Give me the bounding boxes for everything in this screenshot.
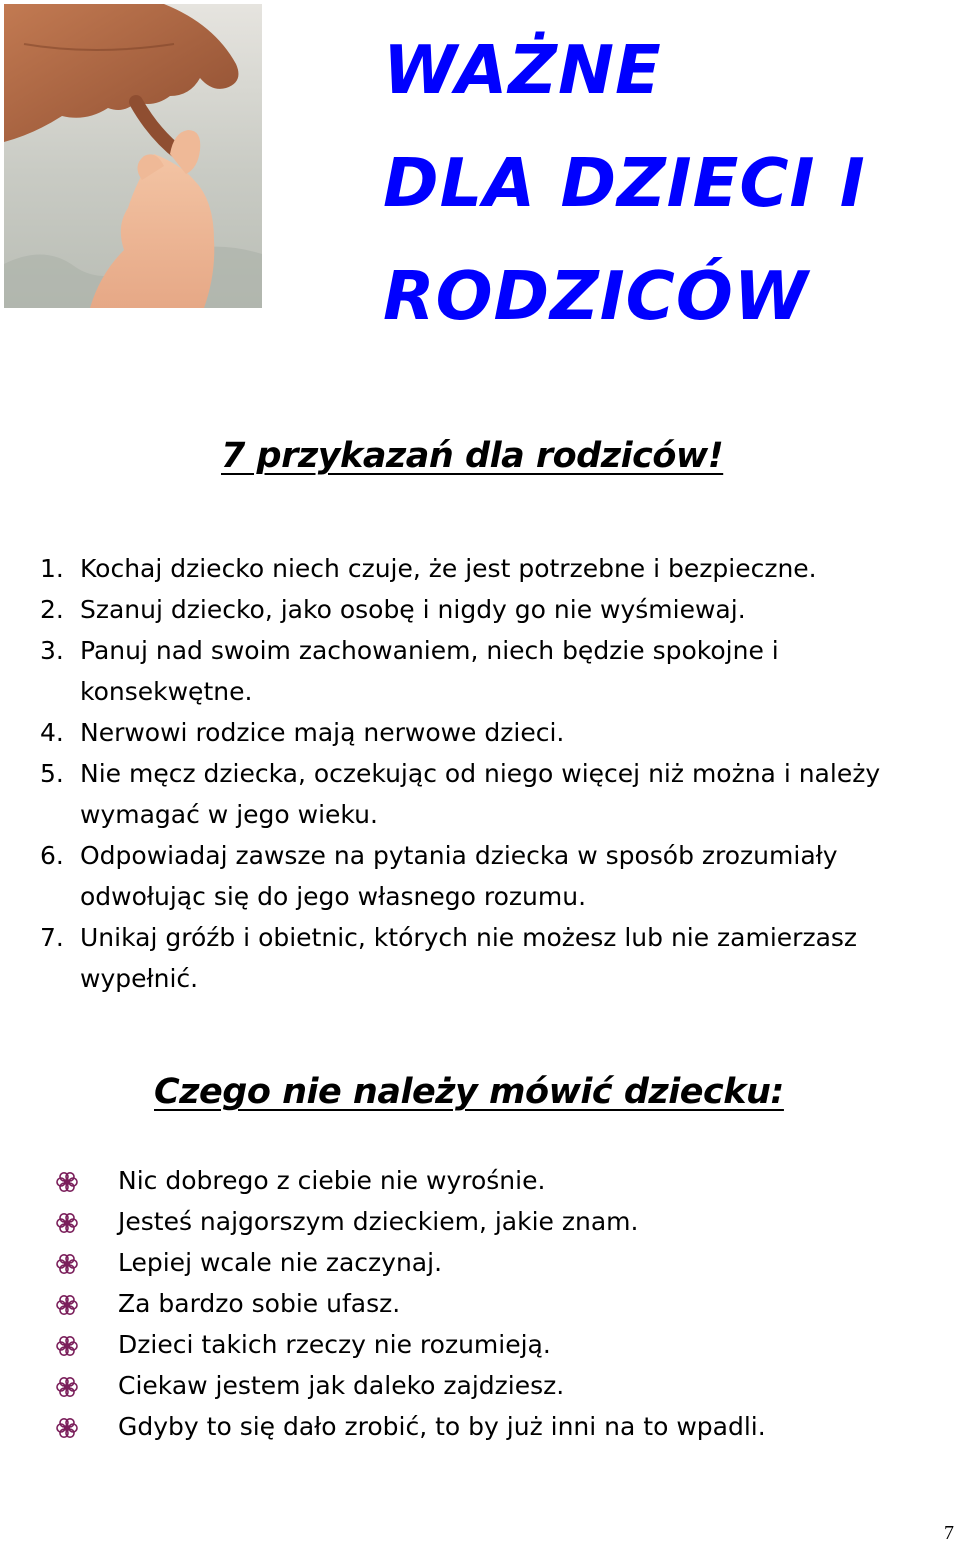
list-item <box>56 1283 956 1324</box>
list-item <box>56 1201 956 1242</box>
commandment-item <box>40 712 952 753</box>
hands-photo-icon <box>4 4 262 308</box>
item-text: Nic dobrego z ciebie nie wyrośnie. <box>118 1166 546 1195</box>
item-number: 6. <box>40 841 64 870</box>
flower-bullet-icon <box>56 1253 78 1275</box>
flower-bullet-icon <box>56 1294 78 1316</box>
main-title-line-3: RODZICÓW <box>383 257 809 335</box>
commandment-item <box>40 835 952 917</box>
dont-say-list <box>56 1160 956 1447</box>
item-text: Lepiej wcale nie zaczynaj. <box>118 1248 443 1277</box>
page-number: 7 <box>944 1522 954 1544</box>
commandment-item <box>40 589 952 630</box>
main-title-line-1: WAŻNE <box>383 31 662 109</box>
item-text: Dzieci takich rzeczy nie rozumieją. <box>118 1330 551 1359</box>
commandment-item <box>40 917 952 999</box>
list-item <box>56 1406 956 1447</box>
item-number: 5. <box>40 759 64 788</box>
item-number: 4. <box>40 718 64 747</box>
flower-bullet-icon <box>56 1417 78 1439</box>
item-number: 3. <box>40 636 64 665</box>
list-item <box>56 1160 956 1201</box>
item-text: Odpowiadaj zawsze na pytania dziecka w sposób zrozumiały odwołując się do jego własnego rozumu. <box>80 841 838 911</box>
item-text: Nie męcz dziecka, oczekując od niego więcej niż można i należy wymagać w jego wieku. <box>80 759 881 829</box>
item-number: 1. <box>40 554 64 583</box>
item-text: Nerwowi rodzice mają nerwowe dzieci. <box>80 718 565 747</box>
flower-bullet-icon <box>56 1212 78 1234</box>
item-number: 2. <box>40 595 64 624</box>
commandments-list <box>40 548 952 999</box>
list-item <box>56 1242 956 1283</box>
flower-bullet-icon <box>56 1335 78 1357</box>
commandment-item <box>40 753 952 835</box>
commandment-item <box>40 548 952 589</box>
item-text: Panuj nad swoim zachowaniem, niech będzie spokojne i konsekwętne. <box>80 636 779 706</box>
commandment-item <box>40 630 952 712</box>
item-text: Ciekaw jestem jak daleko zajdziesz. <box>118 1371 565 1400</box>
item-number: 7. <box>40 923 64 952</box>
hands-photo <box>4 4 262 308</box>
item-text: Szanuj dziecko, jako osobę i nigdy go nie wyśmiewaj. <box>80 595 746 624</box>
item-text: Jesteś najgorszym dzieckiem, jakie znam. <box>118 1207 639 1236</box>
item-text: Za bardzo sobie ufasz. <box>118 1289 401 1318</box>
commandments-heading: 7 przykazań dla rodziców! <box>221 436 724 476</box>
list-item <box>56 1324 956 1365</box>
item-text: Unikaj gróźb i obietnic, których nie możesz lub nie zamierzasz wypełnić. <box>80 923 858 993</box>
flower-bullet-icon <box>56 1171 78 1193</box>
list-item <box>56 1365 956 1406</box>
item-text: Gdyby to się dało zrobić, to by już inni na to wpadli. <box>118 1412 766 1441</box>
main-title-line-2: DLA DZIECI I <box>383 144 866 222</box>
item-text: Kochaj dziecko niech czuje, że jest potrzebne i bezpieczne. <box>80 554 817 583</box>
flower-bullet-icon <box>56 1376 78 1398</box>
main-title <box>383 14 953 353</box>
dont-say-heading: Czego nie należy mówić dziecku: <box>154 1072 784 1112</box>
